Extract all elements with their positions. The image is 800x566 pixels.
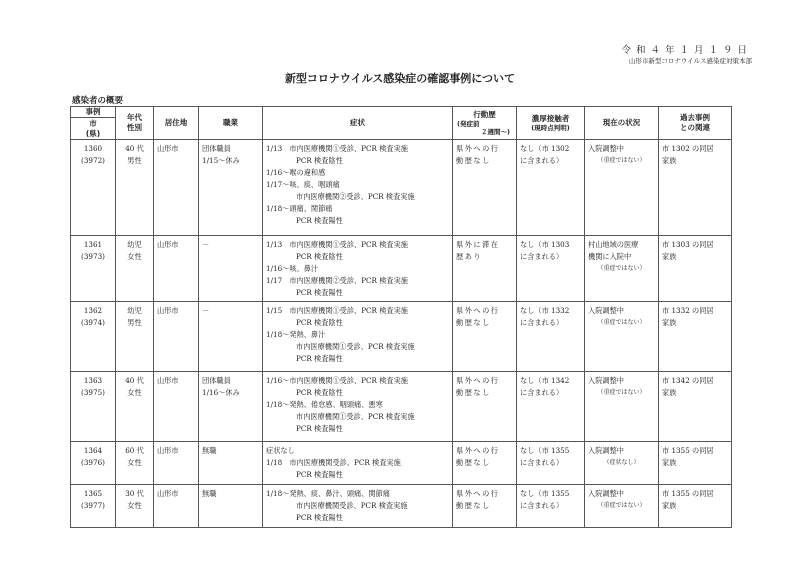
symptoms-cell [263,140,453,236]
residence: 山形市 [157,376,179,385]
col-case-ids [71,118,116,140]
symptom-line: 1/17～咳、痰、咽頭痛 [266,180,340,189]
document-title: 新型コロナウイルス感染症の確認事例について [284,72,516,85]
current-status-cell [585,236,659,302]
travel-history-cell [453,485,517,528]
col-symptoms: 症状 [263,107,453,140]
travel-history-cell [453,442,517,485]
table-row [71,140,732,236]
travel-history-line: 歴あり [456,252,483,261]
age-sex-cell [116,372,154,442]
col-case-city: 市 [89,118,97,128]
pref-case-number: (3972) [81,156,105,165]
travel-history-line: 動歴なし [456,156,491,165]
occupation-line: 1/15～休み [202,156,240,165]
symptoms-cell [263,236,453,302]
travel-history-line: 県外への行 [456,376,500,385]
close-contacts-line: に含まれる） [520,388,564,397]
travel-history-cell [453,302,517,372]
symptom-line: 1/18～発熱、鼻汁 [266,330,326,339]
travel-history-line: 県外への行 [456,306,500,315]
table-row [71,442,732,485]
occupation-line: － [202,306,210,315]
symptom-line: 1/18～発熱、痰、鼻汁、頭痛、関節痛 [266,489,390,498]
occupation-cell [199,372,263,442]
city-case-number: 1360 [83,144,103,153]
symptoms-cell [263,485,453,528]
col-travel-sub1: (発症前 [457,120,480,128]
symptom-line: 1/16～喉の違和感 [266,168,326,177]
travel-history-line: 動歴なし [456,501,491,510]
symptom-line: PCR 検査陰性 [296,318,343,327]
age-group: 30 代 [125,489,144,498]
symptom-line: PCR 検査陰性 [296,252,343,261]
past-case-relation-cell [659,236,732,302]
residence: 山形市 [157,306,179,315]
residence: 山形市 [157,144,179,153]
past-case-relation-cell [659,485,732,528]
city-case-number: 1364 [83,446,103,455]
severity-note: （重症ではない） [597,265,646,272]
symptom-line: 1/17 市内医療機関②受診、PCR 検査実施 [266,276,408,285]
cases-table [70,106,732,528]
symptom-line: PCR 検査陰性 [296,156,343,165]
table-row [71,302,732,372]
relation-line: 市 1355 の同居 [662,489,714,498]
relation-line: 家族 [662,388,677,397]
residence-cell [154,442,199,485]
col-travel-label: 行動歴 [473,110,496,119]
col-relation-label1: 過去事例 [680,113,710,122]
travel-history-cell [453,372,517,442]
current-status-cell [585,442,659,485]
table-row [71,485,732,528]
issuing-organization: 山形市新型コロナウイルス感染症対策本部 [628,57,752,65]
status-line: 機関に入院中 [588,252,632,261]
table-row [71,372,732,442]
travel-history-line: 動歴なし [456,458,491,467]
close-contacts-cell [517,442,585,485]
city-case-number: 1365 [83,489,103,498]
current-status-cell [585,302,659,372]
symptoms-cell [263,442,453,485]
close-contacts-line: なし（市 1355 [520,446,570,455]
occupation-cell [199,302,263,372]
relation-line: 家族 [662,501,677,510]
residence: 山形市 [157,489,179,498]
close-contacts-line: なし（市 1303 [520,240,570,249]
case-number-cell [71,302,116,372]
table-body [71,140,732,528]
age-sex-cell [116,140,154,236]
travel-history-cell [453,236,517,302]
age-sex-cell [116,236,154,302]
occupation-cell [199,140,263,236]
symptom-line: 1/16～咳、鼻汁 [266,264,319,273]
current-status-cell [585,485,659,528]
residence-cell [154,372,199,442]
close-contacts-cell [517,302,585,372]
close-contacts-line: なし（市 1332 [520,306,570,315]
close-contacts-line: に含まれる） [520,156,564,165]
sex: 男性 [127,156,142,165]
col-status: 現在の状況 [585,107,659,140]
close-contacts-cell [517,140,585,236]
current-status-cell [585,140,659,236]
occupation-cell [199,442,263,485]
close-contacts-line: に含まれる） [520,501,564,510]
residence: 山形市 [157,446,179,455]
age-sex-cell [116,442,154,485]
status-line: 入院調整中 [588,376,624,385]
age-group: 幼児 [127,306,142,315]
close-contacts-cell [517,236,585,302]
symptoms-cell [263,372,453,442]
travel-history-line: 動歴なし [456,318,491,327]
symptoms-cell [263,302,453,372]
travel-history-line: 県外への行 [456,489,500,498]
travel-history-line: 県外に滞在 [456,240,500,249]
col-travel-sub2: ２週間～) [481,128,510,136]
case-number-cell [71,236,116,302]
pref-case-number: (3976) [81,458,105,467]
col-age-sex [116,107,154,140]
symptom-line: 1/16～市内医療機関①受診、PCR 検査実施 [266,376,408,385]
severity-note: （重症ではない） [597,319,646,326]
travel-history-line: 県外への行 [456,446,500,455]
col-contacts-sub: (現時点判明) [531,124,570,132]
city-case-number: 1362 [83,306,103,315]
pref-case-number: (3977) [81,501,105,510]
severity-note: （重症ではない） [597,157,646,164]
col-relation [659,107,732,140]
table-header [71,107,732,140]
relation-line: 家族 [662,318,677,327]
sex: 女性 [127,252,142,261]
residence-cell [154,485,199,528]
symptom-line: PCR 検査陽性 [296,288,343,297]
symptom-line: 1/13 市内医療機関①受診、PCR 検査実施 [266,144,408,153]
occupation-line: － [202,240,210,249]
status-line: 入院調整中 [588,489,624,498]
symptom-line: 市内医療機関①受診、PCR 検査実施 [296,342,415,351]
symptom-line: PCR 検査陽性 [296,424,343,433]
age-sex-cell [116,302,154,372]
relation-line: 市 1303 の同居 [662,240,714,249]
sex: 女性 [127,458,142,467]
col-residence: 居住地 [154,107,199,140]
occupation-line: 1/16～休み [202,388,240,397]
residence-cell [154,236,199,302]
sex: 男性 [127,318,142,327]
col-age-label: 年代 [127,113,142,122]
table-row [71,236,732,302]
pref-case-number: (3975) [81,388,105,397]
close-contacts-line: に含まれる） [520,318,564,327]
relation-line: 家族 [662,458,677,467]
symptom-line: PCR 検査陽性 [296,470,343,479]
symptom-line: PCR 検査陰性 [296,388,343,397]
col-occupation: 職業 [199,107,263,140]
relation-line: 市 1355 の同居 [662,446,714,455]
occupation-line: 団体職員 [202,144,231,153]
relation-line: 市 1332 の同居 [662,306,714,315]
past-case-relation-cell [659,372,732,442]
past-case-relation-cell [659,442,732,485]
occupation-line: 無職 [202,489,217,498]
travel-history-line: 県外への行 [456,144,500,153]
symptom-line: 1/18 市内医療機関受診、PCR 検査実施 [266,458,401,467]
age-group: 幼児 [127,240,142,249]
severity-note: （重症ではない） [597,502,646,509]
close-contacts-cell [517,372,585,442]
symptom-line: PCR 検査陽性 [296,354,343,363]
age-group: 40 代 [125,376,144,385]
case-number-cell [71,372,116,442]
col-travel [453,107,517,140]
relation-line: 家族 [662,156,677,165]
symptom-line: 1/18～頭痛、関節痛 [266,204,333,213]
status-line: 入院調整中 [588,306,624,315]
occupation-line: 無職 [202,446,217,455]
residence-cell [154,302,199,372]
past-case-relation-cell [659,140,732,236]
sex: 女性 [127,501,142,510]
current-status-cell [585,372,659,442]
col-contacts-label: 濃厚接触者 [531,114,570,123]
symptom-line: 症状なし [266,446,295,455]
col-case-top: 事例 [71,107,116,118]
relation-line: 市 1342 の同居 [662,376,714,385]
relation-line: 市 1302 の同居 [662,144,714,153]
occupation-line: 団体職員 [202,376,231,385]
close-contacts-line: なし（市 1302 [520,144,570,153]
section-title: 感染者の概要 [72,96,124,106]
relation-line: 家族 [662,252,677,261]
occupation-cell [199,485,263,528]
city-case-number: 1361 [83,240,103,249]
travel-history-line: 動歴なし [456,388,491,397]
severity-note: （重症ではない） [597,389,646,396]
document-date: 令和４年１月１９日 [621,45,752,56]
symptom-line: 市内医療機関②受診、PCR 検査実施 [296,192,415,201]
symptom-line: 1/18～発熱、倦怠感、咽頭痛、悪寒 [266,400,383,409]
symptom-line: PCR 検査陽性 [296,216,343,225]
travel-history-cell [453,140,517,236]
col-sex-label: 性別 [127,123,142,132]
sex: 女性 [127,388,142,397]
age-sex-cell [116,485,154,528]
status-line: 村山地域の医療 [588,240,639,249]
close-contacts-line: に含まれる） [520,252,564,261]
symptom-line: 1/13 市内医療機関①受診、PCR 検査実施 [266,240,408,249]
close-contacts-line: なし（市 1342 [520,376,570,385]
close-contacts-line: なし（市 1355 [520,489,570,498]
age-group: 60 代 [125,446,144,455]
occupation-cell [199,236,263,302]
close-contacts-cell [517,485,585,528]
pref-case-number: (3974) [81,318,105,327]
case-number-cell [71,140,116,236]
close-contacts-line: に含まれる） [520,458,564,467]
col-contacts [517,107,585,140]
past-case-relation-cell [659,302,732,372]
severity-note: （症状なし） [603,459,640,466]
col-relation-label2: との関連 [680,123,710,132]
case-number-cell [71,485,116,528]
symptom-line: 市内医療機関①受診、PCR 検査実施 [296,412,415,421]
pref-case-number: (3973) [81,252,105,261]
symptom-line: 1/15 市内医療機関①受診、PCR 検査実施 [266,306,408,315]
status-line: 入院調整中 [588,144,624,153]
col-case-pref: (県) [85,128,101,138]
city-case-number: 1363 [83,376,103,385]
age-group: 40 代 [125,144,144,153]
symptom-line: 市内医療機関受診、PCR 検査実施 [296,501,408,510]
residence-cell [154,140,199,236]
symptom-line: PCR 検査陽性 [296,513,343,522]
case-number-cell [71,442,116,485]
status-line: 入院調整中 [588,446,624,455]
residence: 山形市 [157,240,179,249]
